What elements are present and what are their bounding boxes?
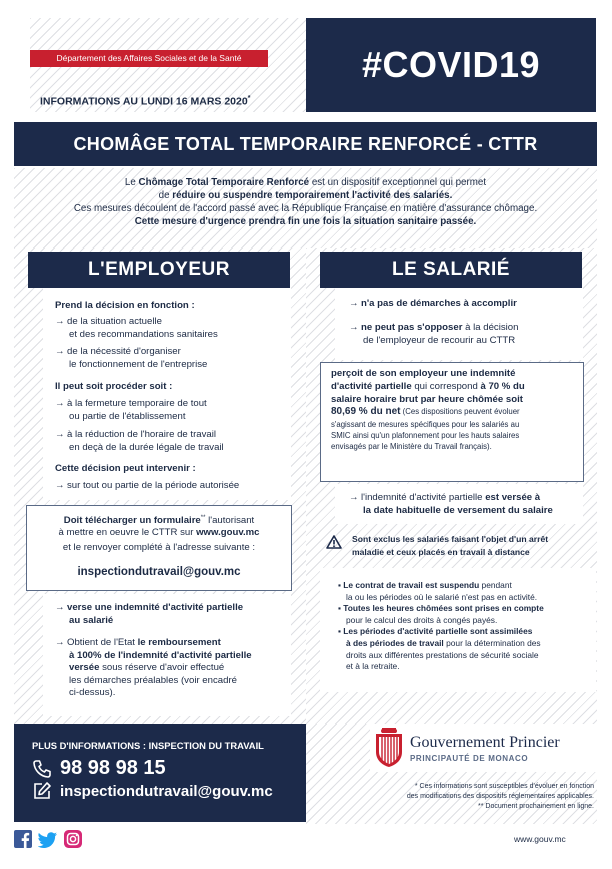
- facebook-icon[interactable]: [14, 830, 32, 848]
- scope-item: → sur tout ou partie de la période autorisée: [55, 480, 240, 491]
- can-item-2: → à la réduction de l'horaire de travail en deçà de la durée légale de travail: [55, 429, 224, 453]
- contact-email[interactable]: inspectiondutravail@gouv.mc: [60, 783, 273, 800]
- salary-paid-section: [335, 484, 583, 524]
- contact-panel: [14, 724, 306, 822]
- info-date: [40, 95, 250, 108]
- form-download-box: [26, 505, 292, 591]
- footnotes: [312, 782, 594, 812]
- gouv-link[interactable]: www.gouv.mc: [196, 527, 260, 538]
- salary-paid-item: → l'indemnité d'activité partielle est versée à la date habituelle de versement du salaire: [349, 492, 553, 516]
- employee-bullets: [320, 568, 596, 692]
- employee-item-1: → n'a pas de démarches à accomplir: [349, 298, 517, 309]
- bullet-3: ▪ Les périodes d'activité partielle sont assimilées: [338, 626, 533, 637]
- hashtag-text: #COVID19: [361, 44, 541, 85]
- decision-item-2: → de la nécessité d'organiser le fonctionnement de l'entreprise: [55, 346, 208, 370]
- intro-line-1: Le Chômage Total Temporaire Renforcé est un dispositif exceptionnel qui permet: [124, 177, 487, 188]
- bullet-list: ▪ Le contrat de travail est suspendu pendant la ou les périodes où le salarié n'est pas en activité. ▪ Toutes les heures chômées sont prises en compte pour le calcul des droits à congés payés. ▪ Les périodes d'activité partielle sont assimilées à des périodes de travail pour la détermination des droits aux différentes prestations de sécurité sociale et à la retraite.: [338, 580, 594, 673]
- more-info-label: PLUS D'INFORMATIONS : INSPECTION DU TRAVAIL: [32, 740, 264, 751]
- edit-icon: [32, 781, 52, 801]
- warning-text: Sont exclus les salariés faisant l'objet d'un arrêt maladie et ceux placés en travail à distance: [352, 534, 549, 557]
- pay-item: → verse une indemnité d'activité partielle au salarié: [55, 602, 244, 626]
- form-email-link[interactable]: inspectiondutravail@gouv.mc: [77, 566, 241, 578]
- intro-section: [14, 168, 597, 248]
- refund-item: → Obtient de l'Etat le remboursement à 100% de l'indemnité d'activité partielle versée sous réserve d'avoir effectué les démarches préalables (voir encadré ci-dessus).: [55, 637, 252, 698]
- instagram-icon[interactable]: [64, 830, 82, 848]
- can-item-1: → à la fermeture temporaire de tout ou partie de l'établissement: [55, 398, 207, 422]
- phone-icon: [32, 759, 52, 779]
- employee-item-2: → ne peut pas s'opposer à la décision de l'employeur de recourir au CTTR: [349, 322, 519, 346]
- intro-line-4: Cette mesure d'urgence prendra fin une fois la situation sanitaire passée.: [134, 216, 477, 227]
- twitter-icon[interactable]: [38, 831, 58, 849]
- gov-name: Gouvernement Princier: [410, 734, 560, 751]
- gov-sub: PRINCIPAUTÉ DE MONACO: [410, 754, 529, 763]
- exclusion-warning: [320, 530, 582, 562]
- employer-payment-section: [43, 594, 291, 716]
- info-date-mark: *: [247, 95, 251, 102]
- government-logo: [370, 724, 610, 772]
- website-link[interactable]: www.gouv.mc: [514, 834, 566, 844]
- social-icons: [14, 830, 94, 852]
- form-line-2: à mettre en oeuvre le CTTR sur www.gouv.mc: [58, 527, 260, 538]
- page-title-bar: [14, 122, 597, 166]
- info-date-text: INFORMATIONS AU LUNDI 16 MARS 2020: [40, 95, 248, 108]
- monaco-crest-icon: [374, 728, 404, 768]
- employer-heading: L'EMPLOYEUR: [28, 252, 290, 288]
- decision-title: Prend la décision en fonction :: [55, 300, 195, 311]
- scope-title: Cette décision peut intervenir :: [55, 463, 196, 474]
- indemnity-box: [320, 362, 584, 482]
- intro-line-3: Ces mesures découlent de l'accord passé avec la République Française en matière d'assurance chômage.: [73, 203, 538, 214]
- phone-number[interactable]: 98 98 98 15: [60, 757, 166, 779]
- page-title: CHOMÂGE TOTAL TEMPORAIRE RENFORCÉ - CTTR: [73, 134, 538, 154]
- employee-heading: LE SALARIÉ: [320, 252, 582, 288]
- bullet-2: ▪ Toutes les heures chômées sont prises en compte: [338, 603, 544, 614]
- warning-icon: [326, 535, 342, 549]
- intro-line-2: de réduire ou suspendre temporairement l'activité des salariés.: [158, 190, 453, 201]
- bullet-1: ▪ Le contrat de travail est suspendu pendant: [338, 580, 512, 590]
- decision-item-1: → de la situation actuelle et des recommandations sanitaires: [55, 316, 218, 340]
- department-banner: Département des Affaires Sociales et de la Santé: [30, 50, 268, 67]
- form-line-1: Doit télécharger un formulaire** l'autorisant: [63, 515, 255, 527]
- note-1: * Ces informations sont susceptibles d'évoluer en fonction: [414, 783, 594, 790]
- note-3: ** Document prochainement en ligne.: [478, 803, 594, 810]
- covid-hashtag-block: [306, 18, 596, 112]
- can-title: Il peut soit procéder soit :: [55, 381, 173, 392]
- employer-decision-section: [43, 288, 291, 500]
- employee-top-section: [335, 288, 583, 360]
- form-line-3: et le renvoyer complété à l'adresse suivante :: [62, 542, 256, 553]
- note-2: des modifications des dispositifs réglementaires applicables.: [406, 793, 594, 800]
- indemnity-text: perçoit de son employeur une indemnité d'activité partielle qui correspond à 70 % du salaire horaire brut par heure chômée soit 80,69 % du net (Ces dispositions peuvent évoluer s'agissant de mesures spécifiques pour les salariés au SMIC ainsi qu'un plafonnement pour les hauts salaires envisagés par le Ministère du Travail français).: [331, 368, 525, 452]
